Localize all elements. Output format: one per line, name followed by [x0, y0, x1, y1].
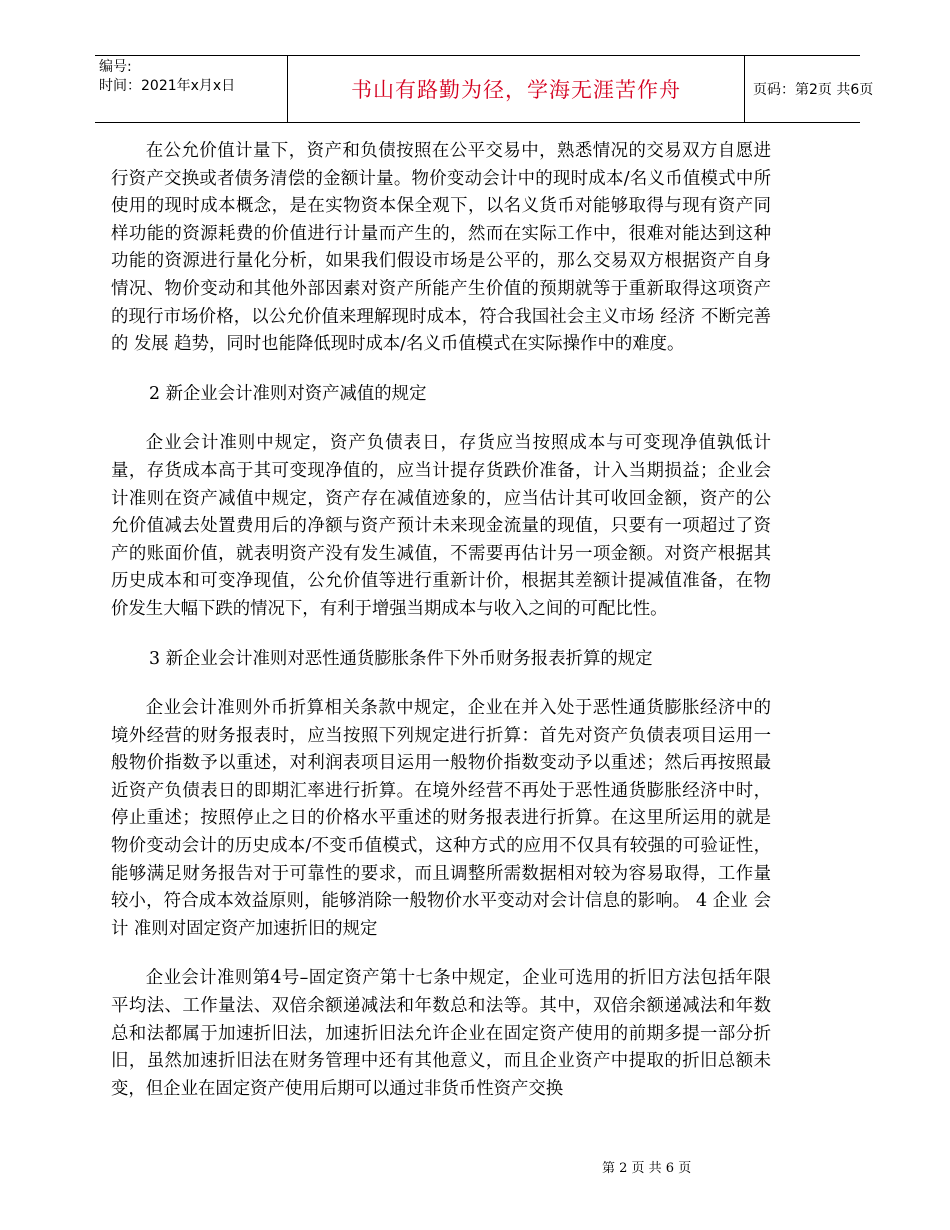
page-header [95, 55, 874, 123]
page-footer: 第 2 页 共 6 页 [602, 1161, 692, 1176]
document-number-label: 编号: [99, 59, 132, 75]
paragraph-depreciation: 企业会计准则第4号–固定资产第十七条中规定，企业可选用的折旧方法包括年限平均法、工作量法、双倍余额递减法和年数总和法等。其中，双倍余额递减法和年数总和法都属于加速折旧法，加速折旧法允许企业在固定资产使用的前期多提一部分折旧，虽然加速折旧法在财务管理中还有其他意义，而且企业资产中提取的折旧总额未变，但企业在固定资产使用后期可以通过非货币性资产交换 [111, 968, 771, 1099]
section-heading-3: 3 新企业会计准则对恶性通货膨胀条件下外币财务报表折算的规定 [149, 648, 653, 669]
paragraph-gap [111, 943, 771, 965]
document-body [111, 138, 771, 1103]
header-motto: 书山有路勤为径，学海无涯苦作舟 [351, 78, 681, 102]
header-meta [95, 56, 287, 122]
header-page-number: 页码：第2页 共6页 [753, 82, 874, 98]
document-time-label: 时间：2021年x月x日 [99, 78, 236, 94]
header-motto-cell [287, 56, 745, 122]
section-heading-2: 2 新企业会计准则对资产减值的规定 [149, 383, 427, 404]
paragraph-fair-value: 在公允价值计量下，资产和负债按照在公平交易中，熟悉情况的交易双方自愿进行资产交换或者债务清偿的金额计量。物价变动会计中的现时成本/名义币值模式中所使用的现时成本概念，是在实物资本保全观下，以名义货币对能够取得与现有资产同样功能的资源耗费的价值进行计量而产生的，然而在实际工作中，很难对能达到这种功能的资源进行量化分析，如果我们假设市场是公平的，那么交易双方根据资产自身情况、物价变动和其他外部因素对资产所能产生价值的预期就等于重新取得这项资产的现行市场价格，以公允价值来理解现时成本，符合我国社会主义市场 经济 不断完善的 发展 趋势，同时也能降低现时成本/名义币值模式在实际操作中的难度。 [111, 141, 771, 355]
paragraph-asset-impairment: 企业会计准则中规定，资产负债表日，存货应当按照成本与可变现净值孰低计量，存货成本高于其可变现净值的，应当计提存货跌价准备，计入当期损益；企业会计准则在资产减值中规定，资产存在减值迹象的，应当估计其可收回金额，资产的公允价值减去处置费用后的净额与资产预计未来现金流量的现值，只要有一项超过了资产的账面价值，就表明资产没有发生减值，不需要再估计另一项金额。对资产根据其历史成本和可变净现值，公允价值等进行重新计价，根据其差额计提减值准备，在物价发生大幅下跌的情况下，有利于增强当期成本与收入之间的可配比性。 [111, 433, 771, 619]
paragraph-foreign-currency: 企业会计准则外币折算相关条款中规定，企业在并入处于恶性通货膨胀经济中的境外经营的财务报表时，应当按照下列规定进行折算：首先对资产负债表项目运用一般物价指数予以重述，对利润表项目运用一般物价指数变动予以重述；然后再按照最近资产负债表日的即期汇率进行折算。在境外经营不再处于恶性通货膨胀经济中时，停止重述；按照停止之日的价格水平重述的财务报表进行折算。在这里所运用的就是物价变动会计的历史成本/不变币值模式，这种方式的应用不仅具有较强的可验证性，能够满足财务报告对于可靠性的要求，而且调整所需数据相对较为容易取得，工作量较小，符合成本效益原则，能够消除一般物价水平变动对会计信息的影响。 4 企业 会计 准则对固定资产加速折旧的规定 [111, 698, 771, 939]
